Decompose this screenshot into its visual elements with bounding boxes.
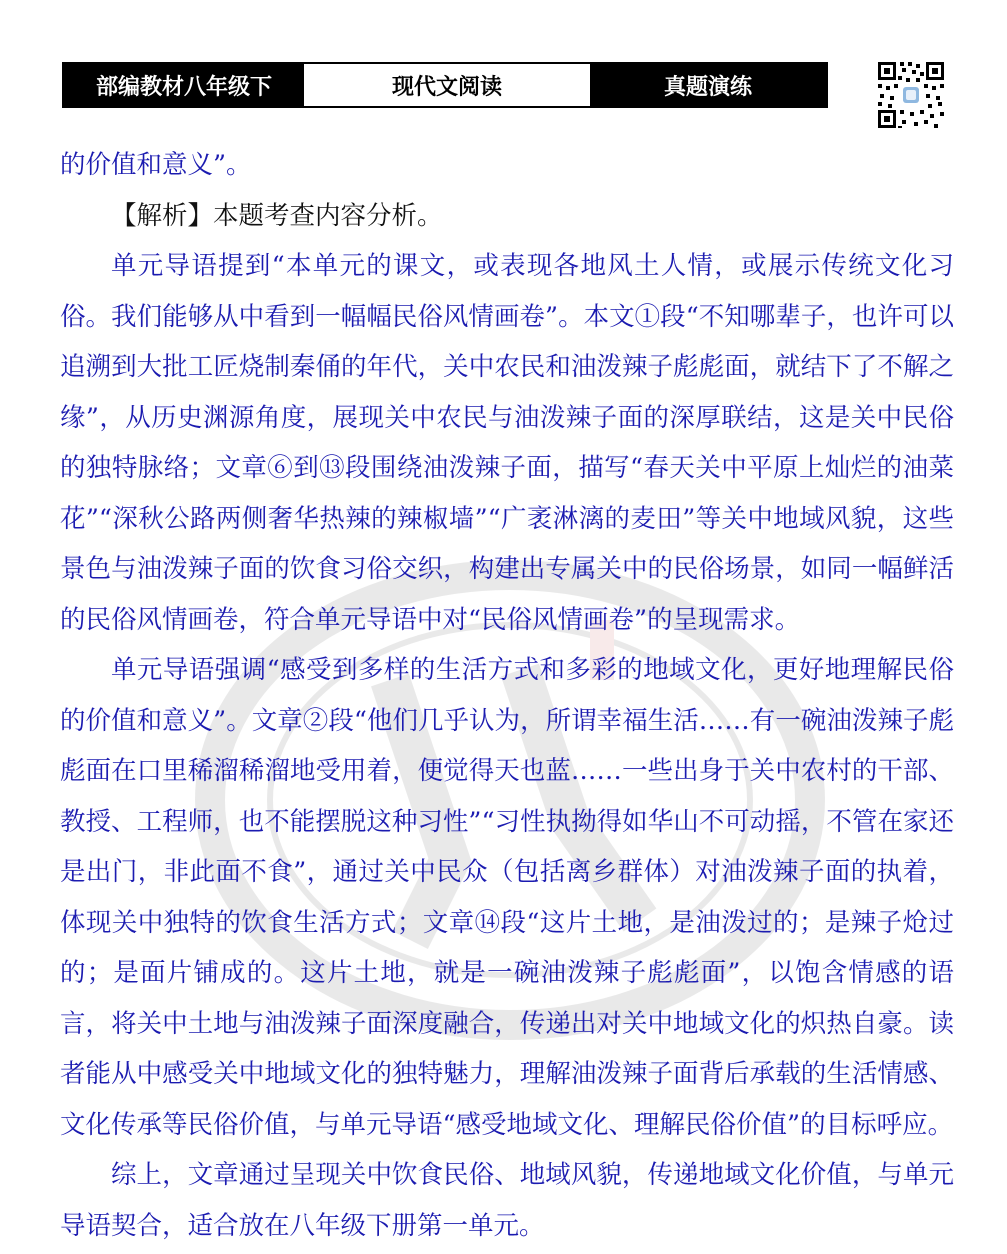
paragraph-unit-intro: 单元导语提到“本单元的课文，或表现各地风土人情，或展示传统文化习俗。我们能够从中看到一幅幅民俗风情画卷”。本文①段“不知哪辈子，也许可以追溯到大批工匠烧制秦俑的年代，关中农民和油泼辣子彪彪面，就结下了不解之缘”，从历史渊源角度，展现关中农民与油泼辣子面的深厚联结，这是关中民俗的独特脉络；文章⑥到⑬段围绕油泼辣子面，描写“春天关中平原上灿烂的油菜花”“深秋公路两侧奢华热辣的辣椒墙”“广袤淋漓的麦田”等关中地域风貌，这些景色与油泼辣子面的饮食习俗交织，构建出专属关中的民俗场景，如同一幅鲜活的民俗风情画卷，符合单元导语中对“民俗风情画卷”的呈现需求。 (60, 251, 954, 635)
header-practice-label: 真题演练 (590, 64, 826, 106)
header-textbook-label: 部编教材八年级下 (64, 64, 304, 106)
paragraph-conclusion: 综上，文章通过呈现关中饮食民俗、地域风貌，传递地域文化价值，与单元导语契合，适合放在八年级下册第一单元。 (60, 1160, 954, 1241)
qr-code-icon (876, 60, 946, 130)
header-section-label: 现代文阅读 (304, 64, 590, 106)
paragraph-continuation: 的价值和意义”。 (60, 150, 252, 180)
paragraph-unit-emphasis: 单元导语强调“感受到多样的生活方式和多彩的地域文化，更好地理解民俗的价值和意义”。文章②段“他们几乎认为，所谓幸福生活……有一碗油泼辣子彪彪面在口里稀溜稀溜地受用着，便觉得天也蓝……一些出身于关中农村的干部、教授、工程师，也不能摆脱这种习性”“习性执拗得如华山不可动摇，不管在家还是出门，非此面不食”，通过关中民众（包括离乡群体）对油泼辣子面的执着，体现关中独特的饮食生活方式；文章⑭段“这片土地，是油泼过的；是辣子炝过的；是面片铺成的。这片土地，就是一碗油泼辣子彪彪面”，以饱含情感的语言，将关中土地与油泼辣子面深度融合，传递出对关中地域文化的炽热自豪。读者能从中感受关中地域文化的独特魅力，理解油泼辣子面背后承载的生活情感、文化传承等民俗价值，与单元导语“感受地域文化、理解民俗价值”的目标呼应。 (60, 655, 954, 1140)
paragraph-analysis-heading: 【解析】本题考查内容分析。 (111, 200, 443, 231)
header-bar (62, 62, 828, 108)
article-analysis (60, 140, 954, 1251)
